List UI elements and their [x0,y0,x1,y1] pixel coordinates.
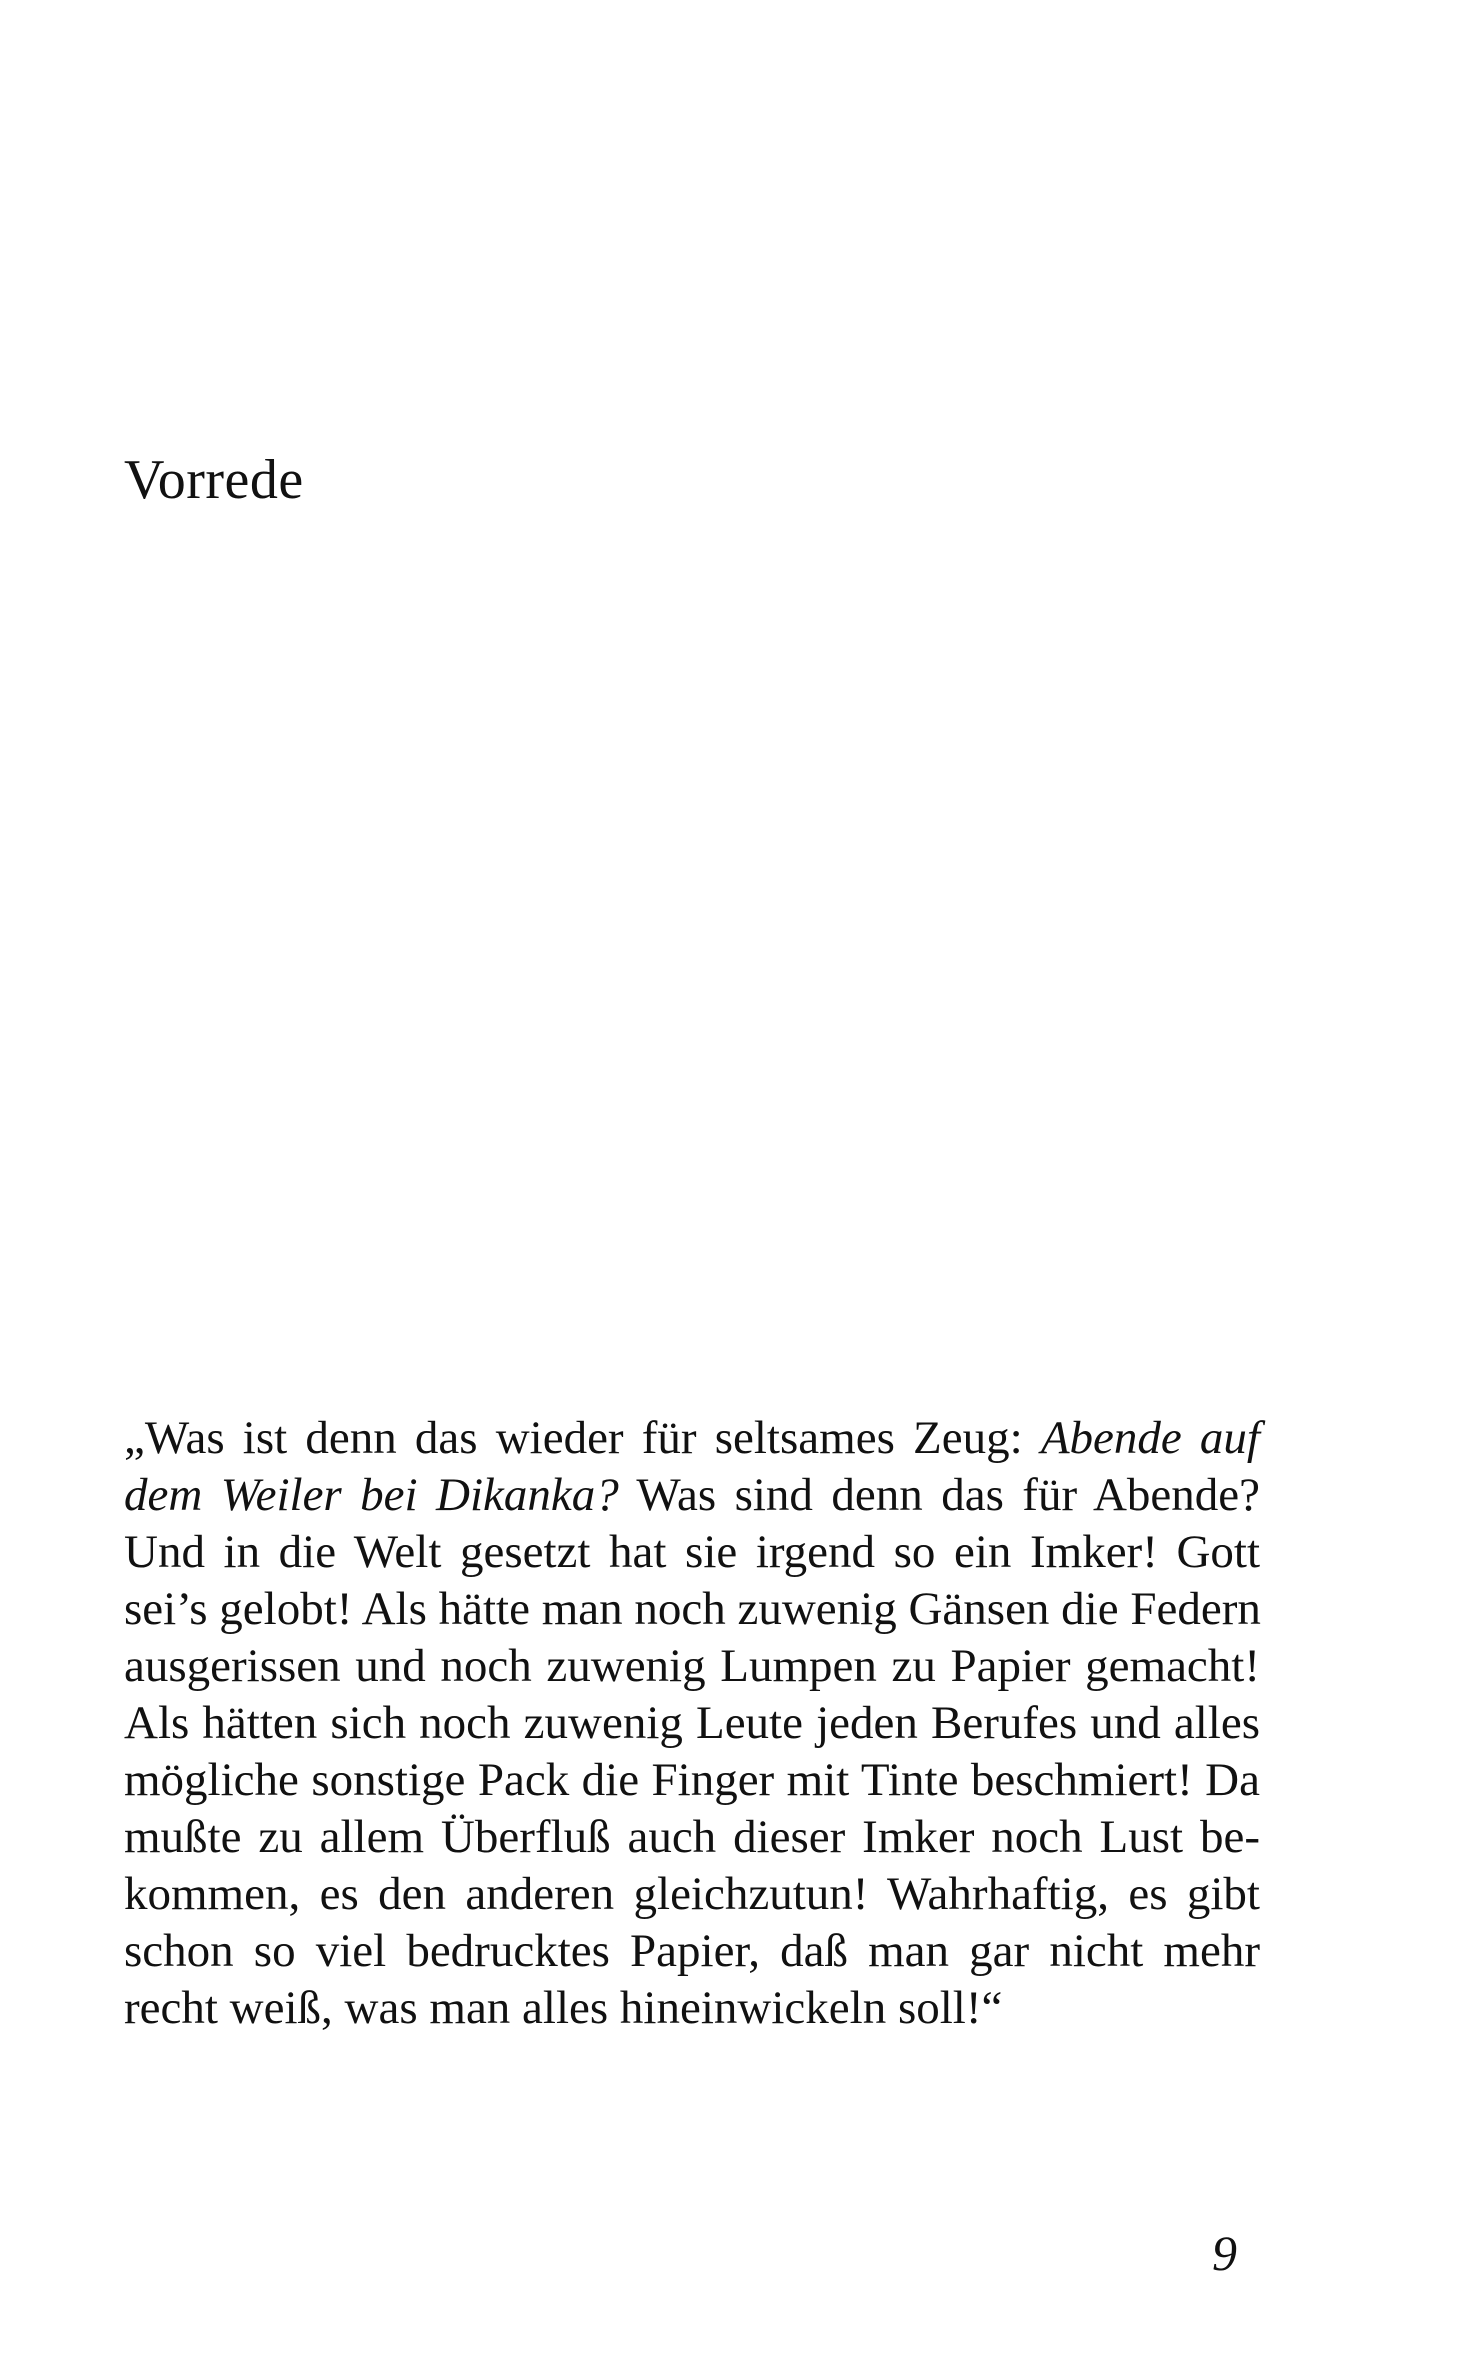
text-line [124,1410,1260,1467]
text-line [124,1524,1260,1581]
text-line [124,1980,1260,2037]
text-segment: mögliche sonstige Pack die Finger mit Tinte beschmiert! Da [124,1754,1260,1806]
text-line [124,1923,1260,1980]
italic-title-text: Abende auf [1040,1412,1260,1464]
text-segment: ausgerissen und noch zuwenig Lumpen zu Papier gemacht! [124,1640,1260,1692]
italic-title-text: dem Weiler bei Dikanka? [124,1469,619,1521]
text-segment: sei’s gelobt! Als hätte man noch zuwenig Gänsen die Federn [124,1583,1261,1635]
text-line [124,1809,1260,1866]
text-segment: schon so viel bedrucktes Papier, daß man gar nicht mehr [124,1925,1260,1977]
text-segment: Was sind denn das für Abende? [618,1469,1260,1521]
page-number: 9 [1212,2225,1237,2281]
text-line [124,1467,1260,1524]
text-segment: „Was ist denn das wieder für seltsames Zeug: [124,1412,1041,1464]
text-segment: recht weiß, was man alles hineinwickeln soll!“ [124,1982,1003,2034]
text-line [124,1581,1260,1638]
text-segment: kommen, es den anderen gleichzutun! Wahrhaftig, es gibt [124,1868,1260,1920]
text-line [124,1866,1260,1923]
body-paragraph [124,1410,1260,2037]
text-segment: Und in die Welt gesetzt hat sie irgend so ein Imker! Gott [124,1526,1260,1578]
text-segment: Als hätten sich noch zuwenig Leute jeden Berufes und alles [124,1697,1260,1749]
text-line [124,1638,1260,1695]
text-segment: mußte zu allem Überfluß auch dieser Imker noch Lust be- [124,1811,1260,1863]
chapter-heading: Vorrede [124,449,304,511]
text-line [124,1695,1260,1752]
text-line [124,1752,1260,1809]
